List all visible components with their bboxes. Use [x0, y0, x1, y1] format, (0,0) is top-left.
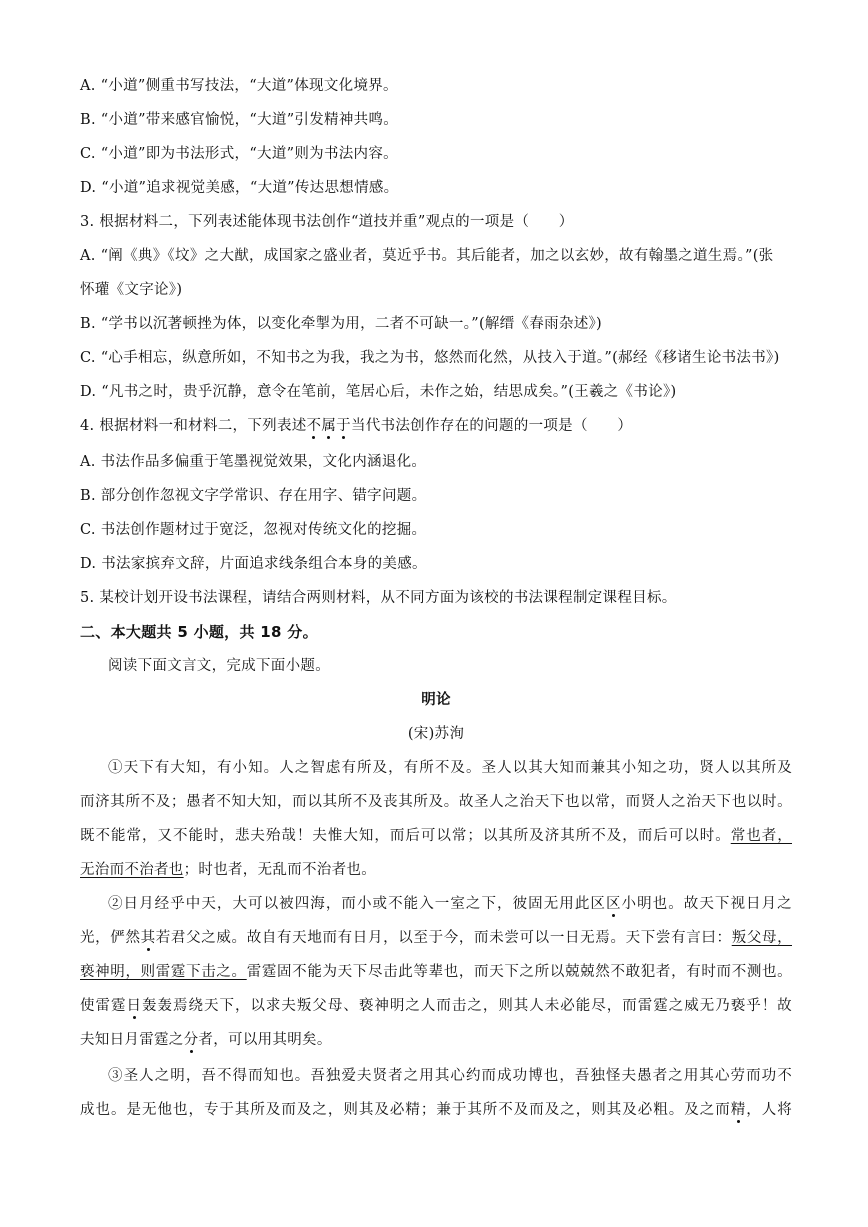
q3-option-c: C. “心手相忘，纵意所如，不知书之为我，我之为书，悠然而化然，从技入于道。”(郝经《移诸生论书法书》) [80, 350, 780, 366]
passage-text: ②日月经乎中天，大可以被四海，而小或不能入一室之下，彼固无用此区 [108, 896, 606, 912]
q3-option-a-line1: A. “阐《典》《坟》之大猷，成国家之盛业者，莫近乎书。其后能者，加之以玄妙，故有翰墨之道生焉。”(张 [80, 248, 774, 264]
passage-text: 既不能常，又不能时，悲夫殆哉！夫惟大知，而后可以常；以其所及济其所不及，而后可以时。 [80, 828, 731, 844]
passage-line [80, 1100, 792, 1120]
emphasis-char: 区 [605, 896, 622, 912]
q3-option-a-line2: 怀瓘《文字论》) [80, 282, 183, 298]
passage-line: ①天下有大知，有小知。人之智虑有所及，有所不及。圣人以其大知而兼其小知之功，贤人以其所及 [108, 760, 792, 776]
emphasis-char: 属 [321, 418, 337, 434]
q4-stem-post: 当代书法创作存在的问题的一项是（ ） [350, 418, 633, 434]
passage-line [80, 996, 792, 1016]
q3-option-b: B. “学书以沉著顿挫为体，以变化牵掣为用，二者不可缺一。”(解缙《春雨杂述》) [80, 316, 603, 332]
q2-option-d: D. “小道”追求视觉美感，“大道”传达思想情感。 [80, 180, 399, 196]
q2-option-a: A. “小道”侧重书写技法，“大道”体现文化境界。 [80, 78, 398, 94]
underlined-sentence: 叛父母， [731, 930, 792, 946]
passage-text: ，人将 [746, 1102, 792, 1118]
emphasis-char: 不 [306, 418, 322, 434]
passage-line [80, 826, 792, 846]
q4-option-b: B. 部分创作忽视文字学常识、存在用字、错字问题。 [80, 488, 427, 504]
q4-option-a: A. 书法作品多偏重于笔墨视觉效果，文化内涵退化。 [80, 454, 427, 470]
underlined-sentence: 亵神明，则雷霆下击之。 [80, 964, 247, 980]
passage-line [80, 860, 792, 880]
emphasis-char: 日 [126, 998, 142, 1014]
passage-text: 小明也。故天下视日月之 [621, 896, 792, 912]
q2-option-b: B. “小道”带来感官愉悦，“大道”引发精神共鸣。 [80, 112, 399, 128]
passage-line [80, 928, 792, 948]
q4-stem [80, 416, 792, 436]
passage-text: 若君父之威。故自有天地而有日月，以至于今，而未尝可以一日无焉。天下尝有言曰： [155, 930, 732, 946]
q3-stem: 3. 根据材料二，下列表述能体现书法创作“道技并重”观点的一项是（ ） [80, 214, 574, 230]
q2-option-c: C. “小道”即为书法形式，“大道”则为书法内容。 [80, 146, 398, 162]
passage-text: 光，俨然 [80, 930, 141, 946]
q4-option-d: D. 书法家摈弃文辞，片面追求线条组合本身的美感。 [80, 556, 427, 572]
emphasis-char: 分 [183, 1032, 199, 1048]
passage-line: ③圣人之明，吾不得而知也。吾独爱夫贤者之用其心约而成功博也，吾独怪夫愚者之用其心劳而功不 [108, 1068, 792, 1084]
passage-text: 者，可以用其明矣。 [198, 1032, 332, 1048]
passage-line [80, 962, 792, 982]
reading-instruction: 阅读下面文言文，完成下面小题。 [108, 658, 330, 674]
q5-stem: 5. 某校计划开设书法课程，请结合两则材料，从不同方面为该校的书法课程制定课程目标。 [80, 590, 677, 606]
passage-text: 轰轰焉绕天下，以求夫叛父母、亵神明之人而击之，则其人未必能尽，而雷霆之威无乃亵乎！故 [141, 998, 792, 1014]
underlined-sentence: 常也者， [730, 828, 792, 844]
q3-option-d: D. “凡书之时，贵乎沉静，意令在笔前，笔居心后，未作之始，结思成矣。”(王羲之《书论》) [80, 384, 677, 400]
passage-title: 明论 [421, 691, 451, 708]
emphasis-char: 其 [140, 930, 156, 946]
passage-line: 而济其所不及；愚者不知大知，而以其所不及丧其所及。故圣人之治天下也以常，而贤人之治天下也以时。 [80, 794, 792, 810]
passage-text: ；时也者，无乱而不治者也。 [183, 862, 377, 878]
q4-option-c: C. 书法创作题材过于宽泛，忽视对传统文化的挖掘。 [80, 522, 427, 538]
emphasis-char: 于 [336, 418, 351, 434]
passage-text: 雷霆固不能为天下尽击此等辈也，而天下之所以兢兢然不敢犯者，有时而不测也。 [246, 964, 792, 980]
passage-line [80, 1030, 792, 1050]
section-heading: 二、本大题共 5 小题，共 18 分。 [80, 623, 318, 641]
passage-text: 成也。是无他也，专于其所及而及之，则其及必精；兼于其所不及而及之，则其及必粗。及之而 [80, 1102, 731, 1118]
emphasis-char: 精 [730, 1102, 747, 1118]
passage-line [108, 894, 792, 914]
passage-text: 夫知日月雷霆之 [80, 1032, 184, 1048]
q4-stem-pre: 4. 根据材料一和材料二，下列表述 [80, 418, 307, 434]
passage-text: 使雷霆 [80, 998, 127, 1014]
underlined-sentence: 无治而不治者也 [80, 862, 184, 878]
passage-author: (宋)苏洵 [407, 726, 465, 742]
